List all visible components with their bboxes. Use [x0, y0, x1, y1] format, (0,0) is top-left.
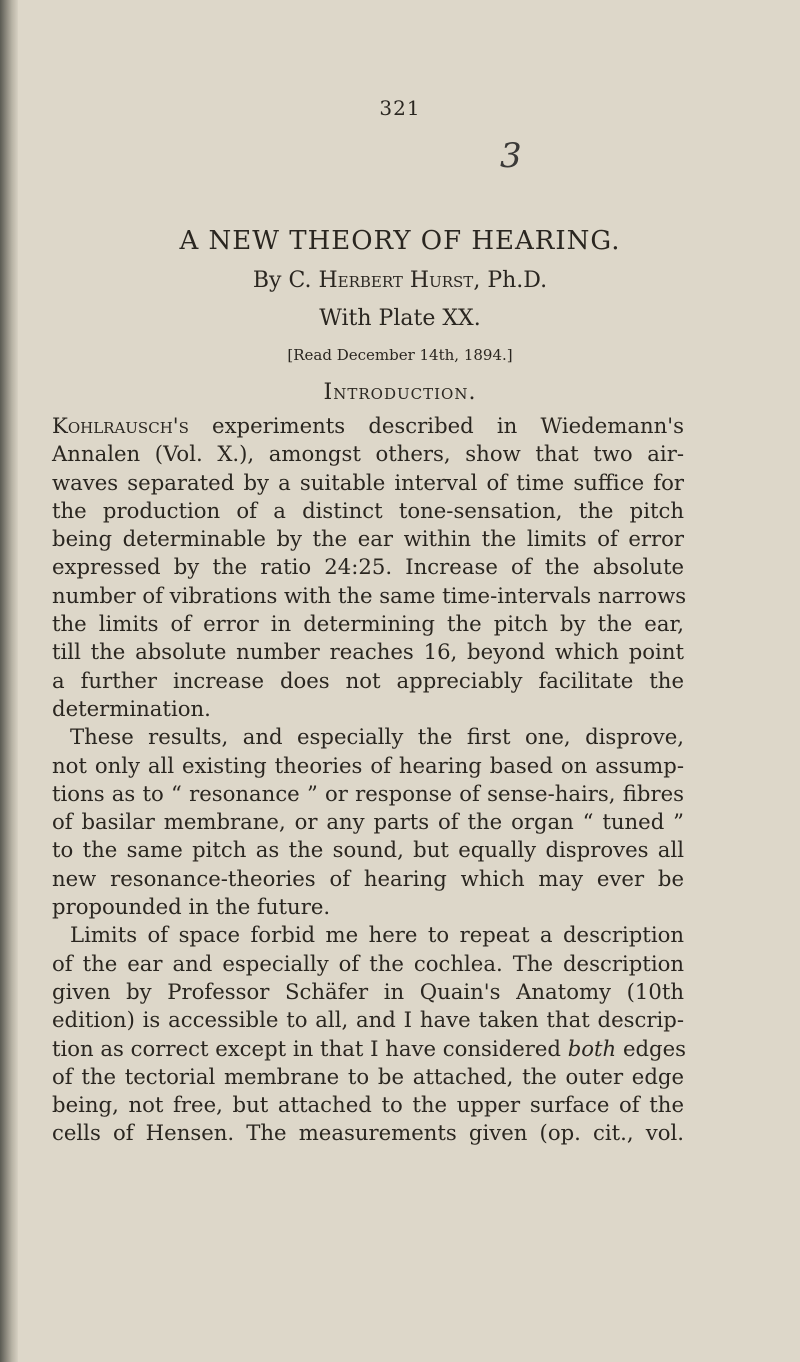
emphasis-both: both — [567, 1035, 617, 1061]
paragraph-2-line-4: of basilar membrane, or any parts of the organ “ tuned ” — [52, 809, 684, 835]
paragraph-3-line-5: tion as correct except in that I have considered both edges — [52, 1035, 687, 1061]
byline-prefix: By C. — [252, 268, 319, 293]
paragraph-2-line-2: not only all existing theories of hearing based on assump- — [52, 752, 684, 778]
paragraph-1-line-9: till the absolute number reaches 16, beyond which point — [52, 639, 684, 665]
paragraph-3-line-8: cells of Hensen. The measurements given (op. cit., vol. — [52, 1120, 684, 1146]
paragraph-3-line-3: given by Professor Schäfer in Quain's Anatomy (10th — [52, 978, 684, 1004]
byline-suffix: , Ph.D. — [473, 268, 548, 293]
paragraph-3-line-6: of the tectorial membrane to be attached, the outer edge — [52, 1063, 684, 1089]
section-heading: Introduction. — [323, 380, 477, 405]
paragraph-1-line-8: the limits of error in determining the pitch by the ear, — [52, 611, 684, 637]
paragraph-3-line-7: being, not free, but attached to the upper surface of the — [52, 1092, 684, 1118]
paragraph-1-line-3: waves separated by a suitable interval of time suffice for — [52, 469, 684, 495]
body-text — [52, 412, 687, 1148]
paragraph-1-line-5: being determinable by the ear within the limits of error — [52, 526, 684, 552]
plate-note: With Plate XX. — [319, 306, 481, 331]
read-date-note: [Read December 14th, 1894.] — [287, 346, 513, 364]
paragraph-2-line-5: to the same pitch as the sound, but equally disproves all — [52, 837, 684, 863]
paragraph-2-line-3: tions as to “ resonance ” or response of sense-hairs, fibres — [52, 780, 684, 806]
paragraph-1-line-6: expressed by the ratio 24:25. Increase of the absolute — [52, 554, 684, 580]
page-number: 321 — [379, 96, 421, 120]
paragraph-2-line-7: propounded in the future. — [52, 894, 331, 920]
paragraph-3-line-2: of the ear and especially of the cochlea. The description — [52, 950, 684, 976]
paragraph-1-line-1: Kohlrausch's experiments described in Wiedemann's — [52, 413, 684, 438]
paragraph-2-line-6: new resonance-theories of hearing which may ever be — [52, 865, 684, 891]
article-title: A NEW THEORY OF HEARING. — [179, 226, 621, 256]
byline — [0, 268, 800, 293]
paragraph-1-line-11: determination. — [52, 695, 211, 721]
page-binding-shadow — [0, 0, 18, 1362]
paragraph-1-line-7: number of vibrations with the same time-intervals narrows — [52, 582, 687, 608]
paragraph-2-line-1: These results, and especially the first one, disprove, — [70, 724, 684, 750]
paragraph-3-line-4: edition) is accessible to all, and I have taken that descrip- — [52, 1007, 684, 1033]
paragraph-1-line-10: a further increase does not appreciably facilitate the — [52, 667, 684, 693]
kohlrausch-name: Kohlrausch's — [52, 413, 189, 438]
paragraph-3-line-1: Limits of space forbid me here to repeat a description — [70, 922, 684, 948]
paragraph-1-line-4: the production of a distinct tone-sensation, the pitch — [52, 497, 684, 523]
paragraph-1-line-2: Annalen (Vol. X.), amongst others, show that two air- — [52, 441, 684, 467]
handwritten-mark: 3 — [500, 136, 522, 176]
author-name: Herbert Hurst — [318, 268, 474, 293]
